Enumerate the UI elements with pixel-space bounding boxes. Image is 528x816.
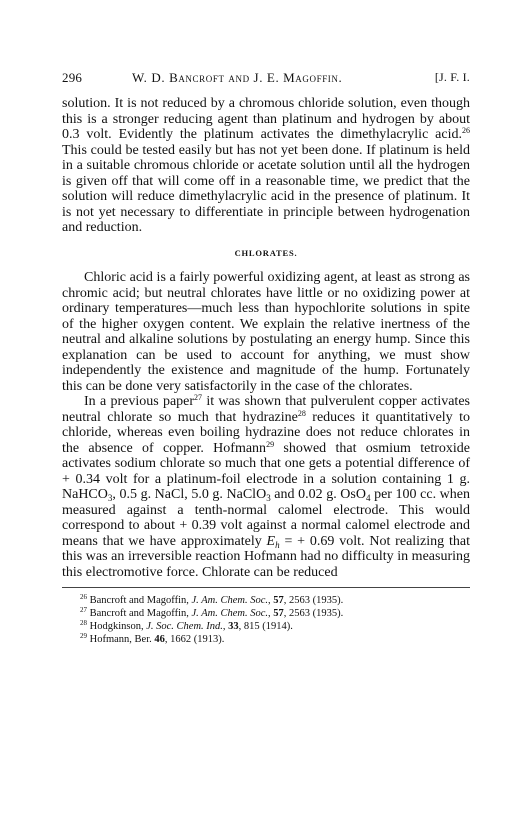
footnote-27: [80, 607, 470, 620]
subscript: 4: [365, 493, 371, 503]
footnote-journal: J. Soc. Chem. Ind.: [146, 621, 223, 632]
paragraph-text: solution. It is not reduced by a chromous chloride solution, even though this is a stronger reducing agent than platinum and hydrogen by about 0.3 volt. Evidently the platinum activates the dimethylacrylic acid.: [62, 96, 470, 142]
footnote-separator: ,: [222, 621, 229, 632]
footnote-ref: 29: [266, 439, 275, 449]
footnote-ref: 26: [462, 126, 470, 135]
paragraph-text: and 0.02 g. OsO: [270, 487, 366, 502]
paragraph-text: In a previous paper: [84, 394, 195, 409]
body-text: [62, 96, 470, 580]
running-title: W. D. Bancroft and J. E. Magoffin.: [132, 70, 343, 85]
footnote-rule: [62, 587, 470, 588]
footnote-authors: Hodgkinson,: [89, 621, 147, 632]
paragraph-text: per 100 cc. when measured against a tenth-normal calomel electrode. This would correspond to about + 0.39 volt against a normal calomel electrode and means that we have approximately: [62, 487, 470, 549]
paragraph-previous-paper: [62, 394, 470, 580]
footnote-number: 27: [80, 606, 87, 614]
paragraph-text: , 0.5 g. NaCl, 5.0 g. NaClO: [112, 487, 267, 502]
footnote-ref: 28: [297, 408, 306, 418]
footnote-journal: J. Am. Chem. Soc.: [191, 595, 268, 606]
footnote-journal: J. Am. Chem. Soc.: [191, 608, 268, 619]
footnote-number: 29: [80, 632, 87, 640]
footnote-authors: Bancroft and Magoffin,: [89, 595, 192, 606]
footnote-29: [80, 633, 470, 646]
paragraph-text: showed that osmium tetroxide activates sodium chlorate so much that one gets a potential difference of + 0.34 volt for a platinum-foil electrode in a solution containing 1 g. NaHCO: [62, 440, 470, 502]
page: [62, 70, 470, 646]
journal-abbrev: [J. F. I.: [434, 70, 470, 84]
footnote-pages: , 2563 (1935).: [283, 608, 344, 619]
footnote-volume: 46: [154, 634, 165, 645]
footnote-number: 28: [80, 619, 87, 627]
footnote-volume: 57: [273, 595, 284, 606]
footnote-ref: 27: [194, 393, 203, 402]
footnote-volume: 33: [228, 621, 239, 632]
paragraph-text: This could be tested easily but has not yet been done. If platinum is held in a suitable chromous chloride or acetate solution until all the hydrogen is given off that will come off in a reasonable time, we predict that the solution will reduce dimethylacrylic acid in the presence of platinum. It is not yet necessary to differentiate in principle between hydrogenation and reduction.: [62, 142, 470, 235]
paragraph-hydrogenation: [62, 96, 470, 236]
footnote-volume: 57: [273, 608, 284, 619]
paragraph-chloric-acid: Chloric acid is a fairly powerful oxidizing agent, at least as strong as chromic acid; but neutral chlorates have little or no oxidizing power at ordinary temperatures—much less than hypochlorite solutions in spite of the higher oxygen content. We explain the relative inertness of the neutral and alkaline solutions by postulating an energy hump. Since this explanation can be used to account for anything, we must show independently the existence and magnitude of the hump. Fortunately this can be done very satisfactorily in the case of the chlorates.: [62, 270, 470, 394]
subscript: 3: [266, 493, 271, 503]
footnote-separator: ,: [268, 595, 274, 606]
footnote-pages: , 815 (1914).: [238, 621, 293, 632]
footnote-pages: , 1662 (1913).: [164, 634, 225, 645]
subscript: h: [275, 539, 280, 550]
running-head: [62, 70, 470, 90]
subscript: 3: [107, 493, 113, 503]
footnotes: [62, 594, 470, 646]
footnote-authors: Hofmann, Ber.: [89, 634, 155, 645]
footnote-separator: ,: [268, 608, 274, 619]
footnote-number: 26: [80, 593, 87, 601]
footnote-28: [80, 620, 470, 633]
footnote-26: [80, 594, 470, 607]
page-number: 296: [62, 70, 83, 85]
paragraph-text: it was shown that pulverulent copper activates neutral chlorate so much that hydrazine: [62, 394, 470, 425]
footnote-authors: Bancroft and Magoffin,: [89, 608, 192, 619]
paragraph-text: reduces it quantitatively to chloride, whereas even boiling hydrazine does not reduce chlorates in the absence of copper. Hofmann: [62, 409, 470, 456]
paragraph-text: = + 0.69 volt. Not realizing that this was an irreversible reaction Hofmann had no difficulty in measuring this electromotive force. Chlorate can be reduced: [62, 533, 470, 580]
footnote-pages: , 2563 (1935).: [283, 595, 344, 606]
eh-symbol: E: [266, 533, 276, 549]
section-heading: CHLORATES.: [234, 247, 298, 258]
